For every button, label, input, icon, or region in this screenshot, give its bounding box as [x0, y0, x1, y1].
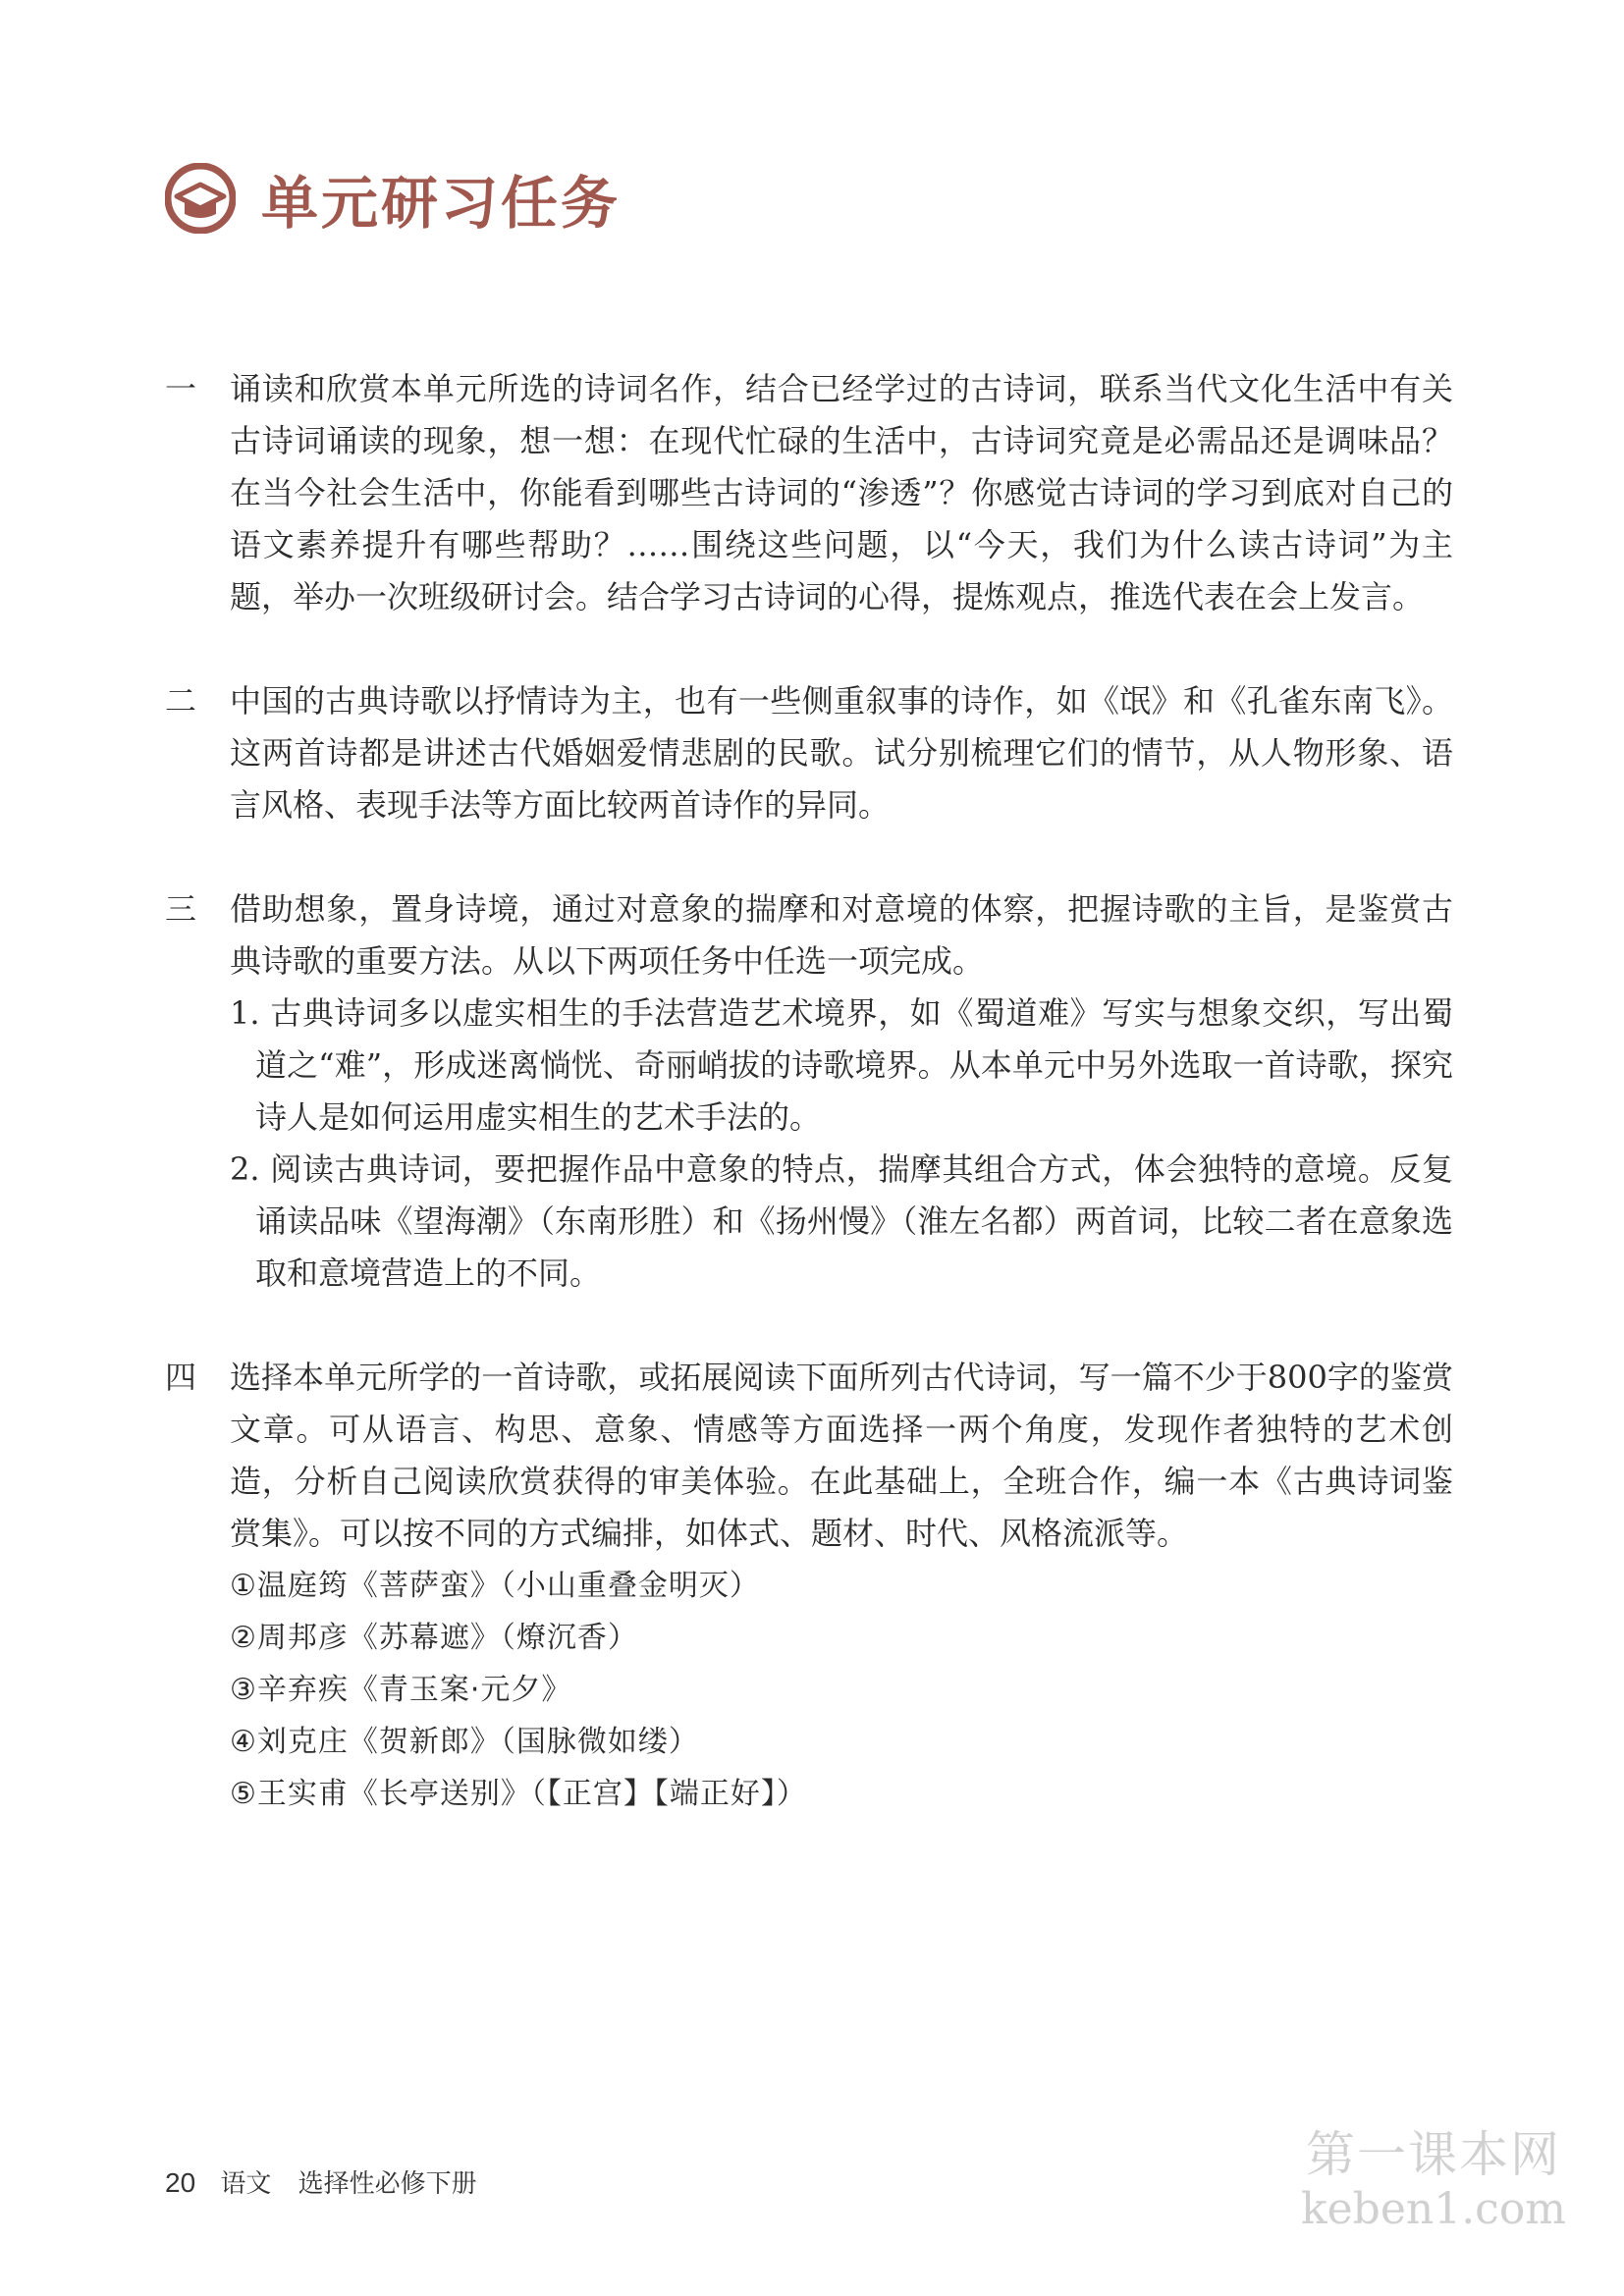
- section-header: [165, 157, 621, 240]
- page-title: 单元研习任务: [261, 170, 622, 237]
- task-number: 二: [165, 682, 197, 720]
- reading-list-item: ③辛弃疾《青玉案·元夕》: [230, 1673, 572, 1707]
- footer-subject: 语文: [220, 2168, 272, 2198]
- reading-list-item: ①温庭筠《菩萨蛮》（小山重叠金明灭）: [230, 1569, 760, 1603]
- reading-list-item: ⑤王实甫《长亭送别》（【正宫】【端正好】）: [230, 1777, 807, 1811]
- page-number: 20: [165, 2167, 196, 2198]
- task-1: [165, 363, 1453, 623]
- page-footer: [165, 2163, 477, 2200]
- graduation-cap-icon: [165, 163, 236, 234]
- watermark-cn: 第一课本网: [1306, 2126, 1561, 2183]
- watermark-en: keben1.com: [1300, 2184, 1567, 2234]
- task-number: 三: [165, 890, 197, 928]
- reading-list-item: ④刘克庄《贺新郎》（国脉微如缕）: [230, 1725, 699, 1759]
- footer-book-title: 选择性必修下册: [298, 2168, 477, 2198]
- task-4: [165, 1352, 1453, 1820]
- task-3: [165, 883, 1453, 1300]
- task-paragraph: 借助想象，置身诗境，通过对意象的揣摩和对意境的体察，把握诗歌的主旨，是鉴赏古典诗歌的重要方法。从以下两项任务中任选一项完成。: [230, 890, 1453, 980]
- task-paragraph: 中国的古典诗歌以抒情诗为主，也有一些侧重叙事的诗作，如《氓》和《孔雀东南飞》。这两首诗都是讲述古代婚姻爱情悲剧的民歌。试分别梳理它们的情节，从人物形象、语言风格、表现手法等方面比较两首诗作的异同。: [230, 682, 1453, 824]
- task-number: 四: [165, 1359, 197, 1396]
- task-number: 一: [165, 370, 197, 407]
- task-2: [165, 675, 1453, 831]
- task-paragraph: 选择本单元所学的一首诗歌，或拓展阅读下面所列古代诗词，写一篇不少于800字的鉴赏文章。可从语言、构思、意象、情感等方面选择一两个角度，发现作者独特的艺术创造，分析自己阅读欣赏获得的审美体验。在此基础上，全班合作，编一本《古典诗词鉴赏集》。可以按不同的方式编排，如体式、题材、时代、风格流派等。: [230, 1359, 1453, 1552]
- watermark: [1276, 2125, 1591, 2235]
- reading-list-item: ②周邦彦《苏幕遮》（燎沉香）: [230, 1621, 638, 1655]
- task-list: [165, 363, 1453, 1872]
- subtask-item: 1. 古典诗词多以虚实相生的手法营造艺术境界，如《蜀道难》写实与想象交织，写出蜀道之“难”，形成迷离惝恍、奇丽峭拔的诗歌境界。从本单元中另外选取一首诗歌，探究诗人是如何运用虚实相生的艺术手法的。: [230, 994, 1453, 1136]
- task-paragraph: 诵读和欣赏本单元所选的诗词名作，结合已经学过的古诗词，联系当代文化生活中有关古诗词诵读的现象，想一想：在现代忙碌的生活中，古诗词究竟是必需品还是调味品？在当今社会生活中，你能看到哪些古诗词的“渗透”？你感觉古诗词的学习到底对自己的语文素养提升有哪些帮助？……围绕这些问题，以“今天，我们为什么读古诗词”为主题，举办一次班级研讨会。结合学习古诗词的心得，提炼观点，推选代表在会上发言。: [230, 370, 1453, 615]
- subtask-item: 2. 阅读古典诗词，要把握作品中意象的特点，揣摩其组合方式，体会独特的意境。反复诵读品味《望海潮》（东南形胜）和《扬州慢》（淮左名都）两首词，比较二者在意象选取和意境营造上的不同。: [230, 1150, 1453, 1292]
